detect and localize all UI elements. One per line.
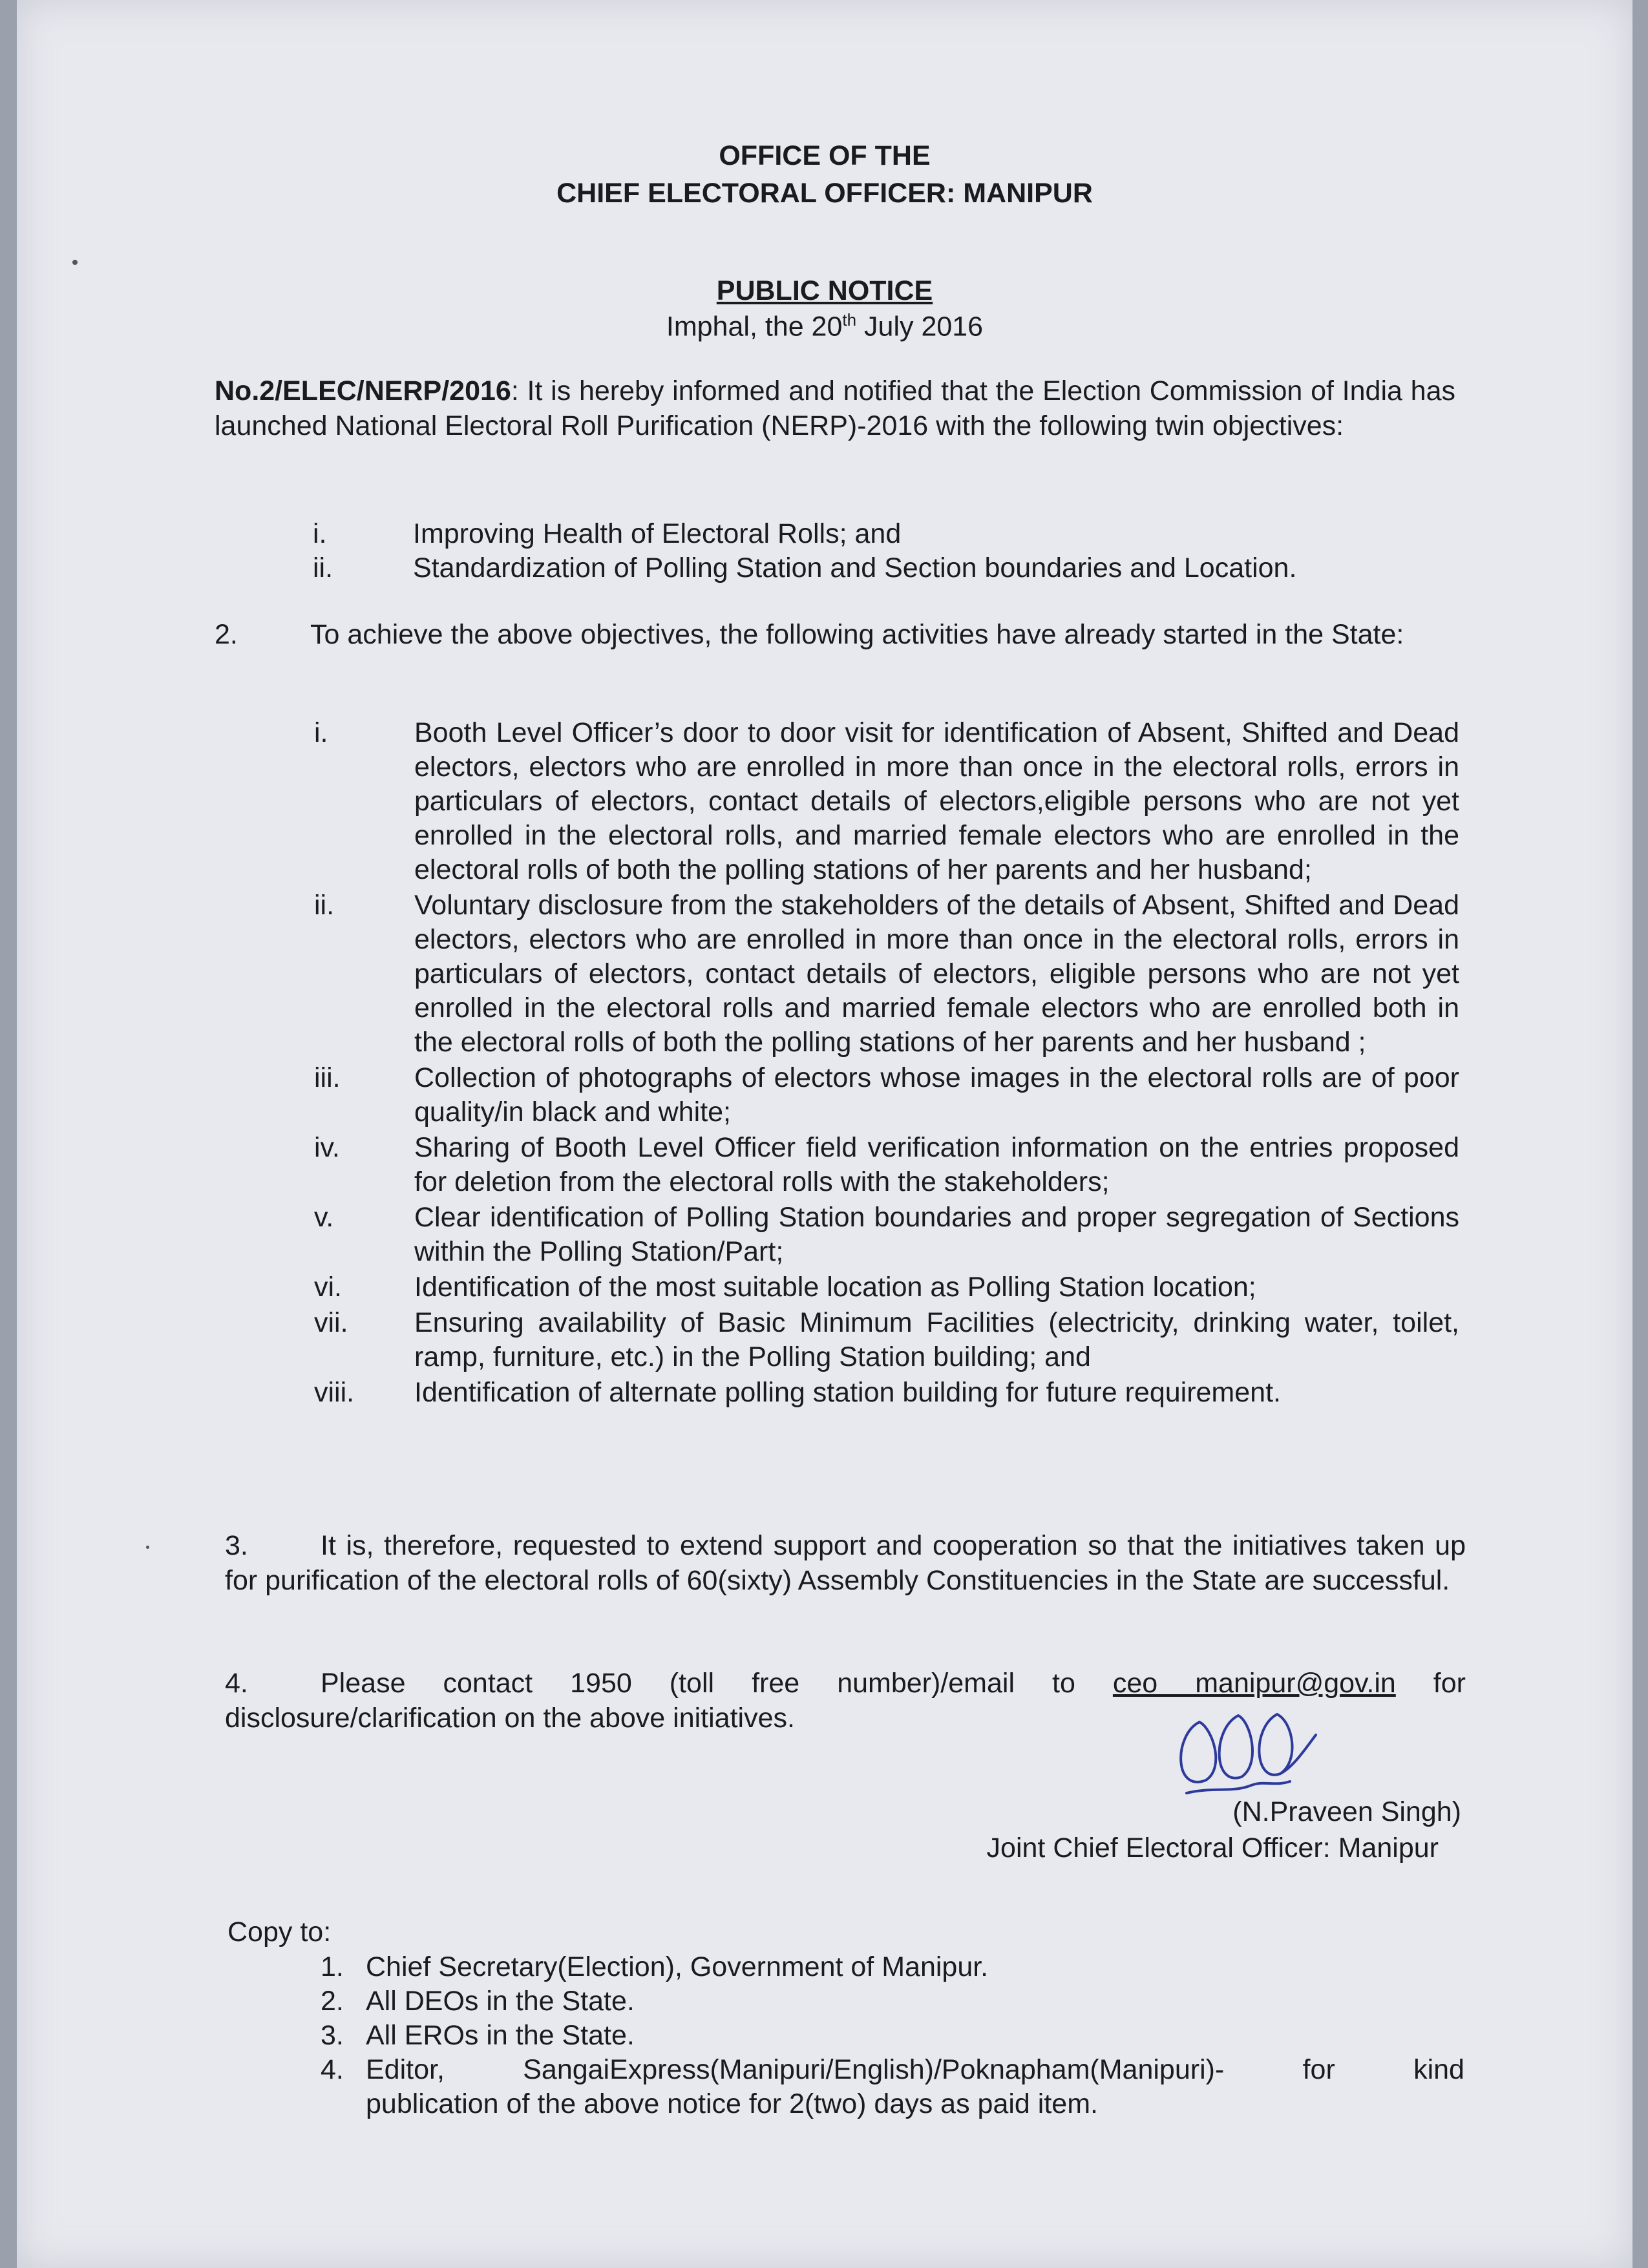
notice-title: PUBLIC NOTICE bbox=[716, 275, 933, 306]
list-item: 3. All EROs in the State. bbox=[321, 2020, 635, 2051]
list-item: vii. Ensuring availability of Basic Minimum Facilities (electricity, drinking water, toilet, ramp, furniture, etc.) in the Polling Station building; and bbox=[314, 1307, 1459, 1372]
list-item: ii. Standardization of Polling Station and Section boundaries and Location. bbox=[313, 552, 1297, 583]
document-page bbox=[17, 0, 1632, 2268]
copy-to-label: Copy to: bbox=[227, 1916, 332, 1948]
list-item: 1. Chief Secretary(Election), Government of Manipur. bbox=[321, 1951, 989, 1982]
paragraph-3: 3. It is, therefore, requested to extend support and cooperation so that the initiatives taken up for purification of the electoral rolls of 60(sixty) Assembly Constituencies in the State are successful. bbox=[225, 1530, 1466, 1596]
office-heading bbox=[17, 137, 1632, 212]
paragraph-4: 4. Please contact 1950 (toll free number)/email to ceo manipur@gov.in for disclosure/clarification on the above initiatives. bbox=[225, 1668, 1466, 1734]
list-item: iv. Sharing of Booth Level Officer field verification information on the entries proposed for deletion from the electoral rolls with the stakeholders; bbox=[314, 1132, 1459, 1197]
office-line-2: CHIEF ELECTORAL OFFICER: MANIPUR bbox=[556, 178, 1093, 209]
list-item: viii. Identification of alternate polling station building for future requirement. bbox=[314, 1377, 1281, 1408]
paragraph-2: 2. To achieve the above objectives, the following activities have already started in the State: bbox=[215, 619, 1404, 650]
signatory-title: Joint Chief Electoral Officer: Manipur bbox=[986, 1832, 1439, 1864]
list-item: iii. Collection of photographs of electors whose images in the electoral rolls are of poor quality/in black and white; bbox=[314, 1062, 1459, 1128]
office-line-1: OFFICE OF THE bbox=[719, 140, 931, 171]
list-item: i. Improving Health of Electoral Rolls; and bbox=[313, 518, 902, 549]
speck bbox=[72, 260, 78, 265]
paragraph-1: No.2/ELEC/NERP/2016: It is hereby informed and notified that the Election Commission of India has launched National Electoral Roll Purification (NERP)-2016 with the following twin objectives: bbox=[215, 375, 1455, 441]
list-item: vi. Identification of the most suitable location as Polling Station location; bbox=[314, 1272, 1256, 1303]
objectives-list bbox=[313, 517, 1424, 585]
activities-list bbox=[314, 716, 1459, 1411]
list-item: 4. Editor, SangaiExpress(Manipuri/English)/Poknapham(Manipuri)- for kind publication of the above notice for 2(two) days as paid item. bbox=[321, 2054, 1464, 2119]
list-item: ii. Voluntary disclosure from the stakeholders of the details of Absent, Shifted and Dead electors, electors who are enrolled in more than once in the electoral rolls, errors in particulars of electors, contact details of electors, eligible persons who are not yet enrolled in the electoral rolls and married female electors who are enrolled both in the electoral rolls of both the polling stations of her parents and her husband ; bbox=[314, 890, 1459, 1058]
list-item: v. Clear identification of Polling Station boundaries and proper segregation of Sections within the Polling Station/Part; bbox=[314, 1202, 1459, 1267]
reference-number: No.2/ELEC/NERP/2016 bbox=[215, 375, 511, 406]
list-item: 2. All DEOs in the State. bbox=[321, 1986, 635, 2017]
notice-date: Imphal, the 20th July 2016 bbox=[666, 310, 984, 342]
handwritten-signature bbox=[1161, 1696, 1329, 1812]
speck bbox=[146, 1546, 149, 1549]
signature-icon bbox=[1161, 1696, 1329, 1812]
list-item: i. Booth Level Officer’s door to door visit for identification of Absent, Shifted and Dead electors, electors who are enrolled in more than once in the electoral rolls, errors in particulars of electors, contact details of electors,eligible persons who are not yet enrolled in the electoral rolls, and married female electors who are enrolled in the electoral rolls of both the polling stations of her parents and her husband; bbox=[314, 717, 1459, 885]
copy-to-list bbox=[321, 1950, 1464, 2121]
signatory-name: (N.Praveen Singh) bbox=[1232, 1796, 1461, 1827]
contact-email-link[interactable]: ceo manipur@gov.in bbox=[1112, 1668, 1396, 1699]
